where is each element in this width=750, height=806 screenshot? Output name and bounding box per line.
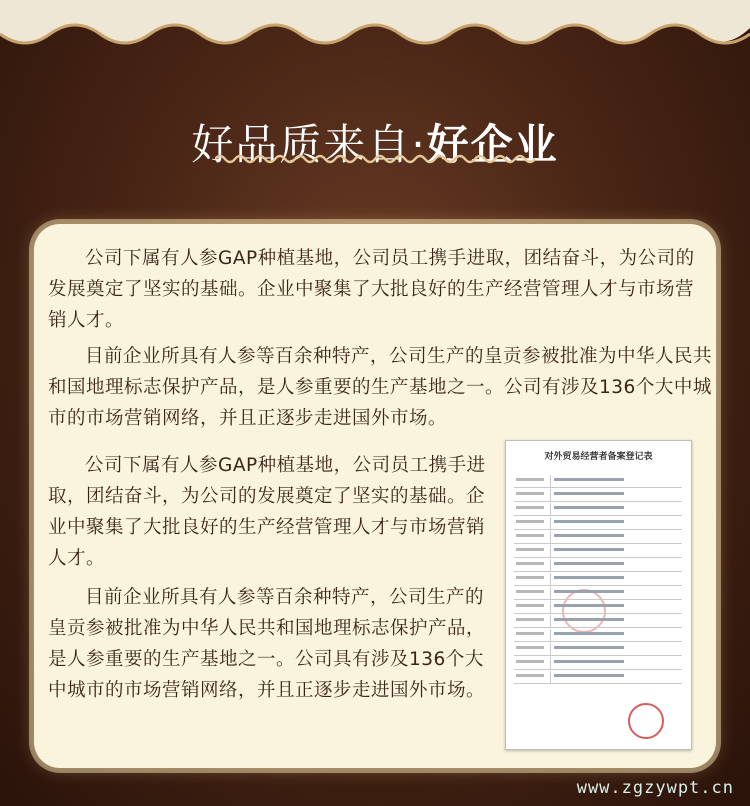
- certificate-title: 对外贸易经营者备案登记表: [544, 452, 653, 462]
- certificate-row: [514, 489, 682, 502]
- registration-certificate-image: [505, 440, 692, 750]
- certificate-row: [514, 545, 682, 558]
- watermark-text: www.zgzywpt.cn: [576, 778, 734, 798]
- certificate-row: [514, 503, 682, 516]
- certificate-row: [514, 657, 682, 670]
- certificate-row: [514, 601, 682, 614]
- title-part-2: 好企业: [426, 120, 559, 170]
- paragraph-4: 目前企业所具有人参等百余种特产，公司生产的皇贡参被批准为中华人民共和国地理标志保护产品，是人参重要的生产基地之一。公司具有涉及136个大中城市的市场营销网络，并且正逐步走进国外市场。: [48, 587, 486, 701]
- official-seal: [628, 703, 664, 739]
- title-part-1: 好品质来自·: [191, 120, 427, 170]
- certificate-row: [514, 671, 682, 684]
- title-wave-divider: [215, 152, 535, 166]
- certificate-row: [514, 559, 682, 572]
- certificate-row: [514, 517, 682, 530]
- certificate-row: [514, 643, 682, 656]
- certificate-row: [514, 587, 682, 600]
- certificate-row: [514, 629, 682, 642]
- top-wave-border: [0, 0, 750, 70]
- paragraph-1: 公司下属有人参GAP种植基地，公司员工携手进取，团结奋斗，为公司的发展奠定了坚实的基础。企业中聚集了大批良好的生产经营管理人才与市场营销人才。: [48, 248, 695, 331]
- certificate-row: [514, 615, 682, 628]
- paragraph-3: 公司下属有人参GAP种植基地，公司员工携手进取，团结奋斗，为公司的发展奠定了坚实的基础。企业中聚集了大批良好的生产经营管理人才与市场营销人才。: [48, 455, 486, 569]
- paragraph-2: 目前企业所具有人参等百余种特产，公司生产的皇贡参被批准为中华人民共和国地理标志保护产品，是人参重要的生产基地之一。公司有涉及136个大中城市的市场营销网络，并且正逐步走进国外市场。: [48, 346, 713, 429]
- certificate-row: [514, 573, 682, 586]
- certificate-row: [514, 475, 682, 488]
- certificate-row: [514, 531, 682, 544]
